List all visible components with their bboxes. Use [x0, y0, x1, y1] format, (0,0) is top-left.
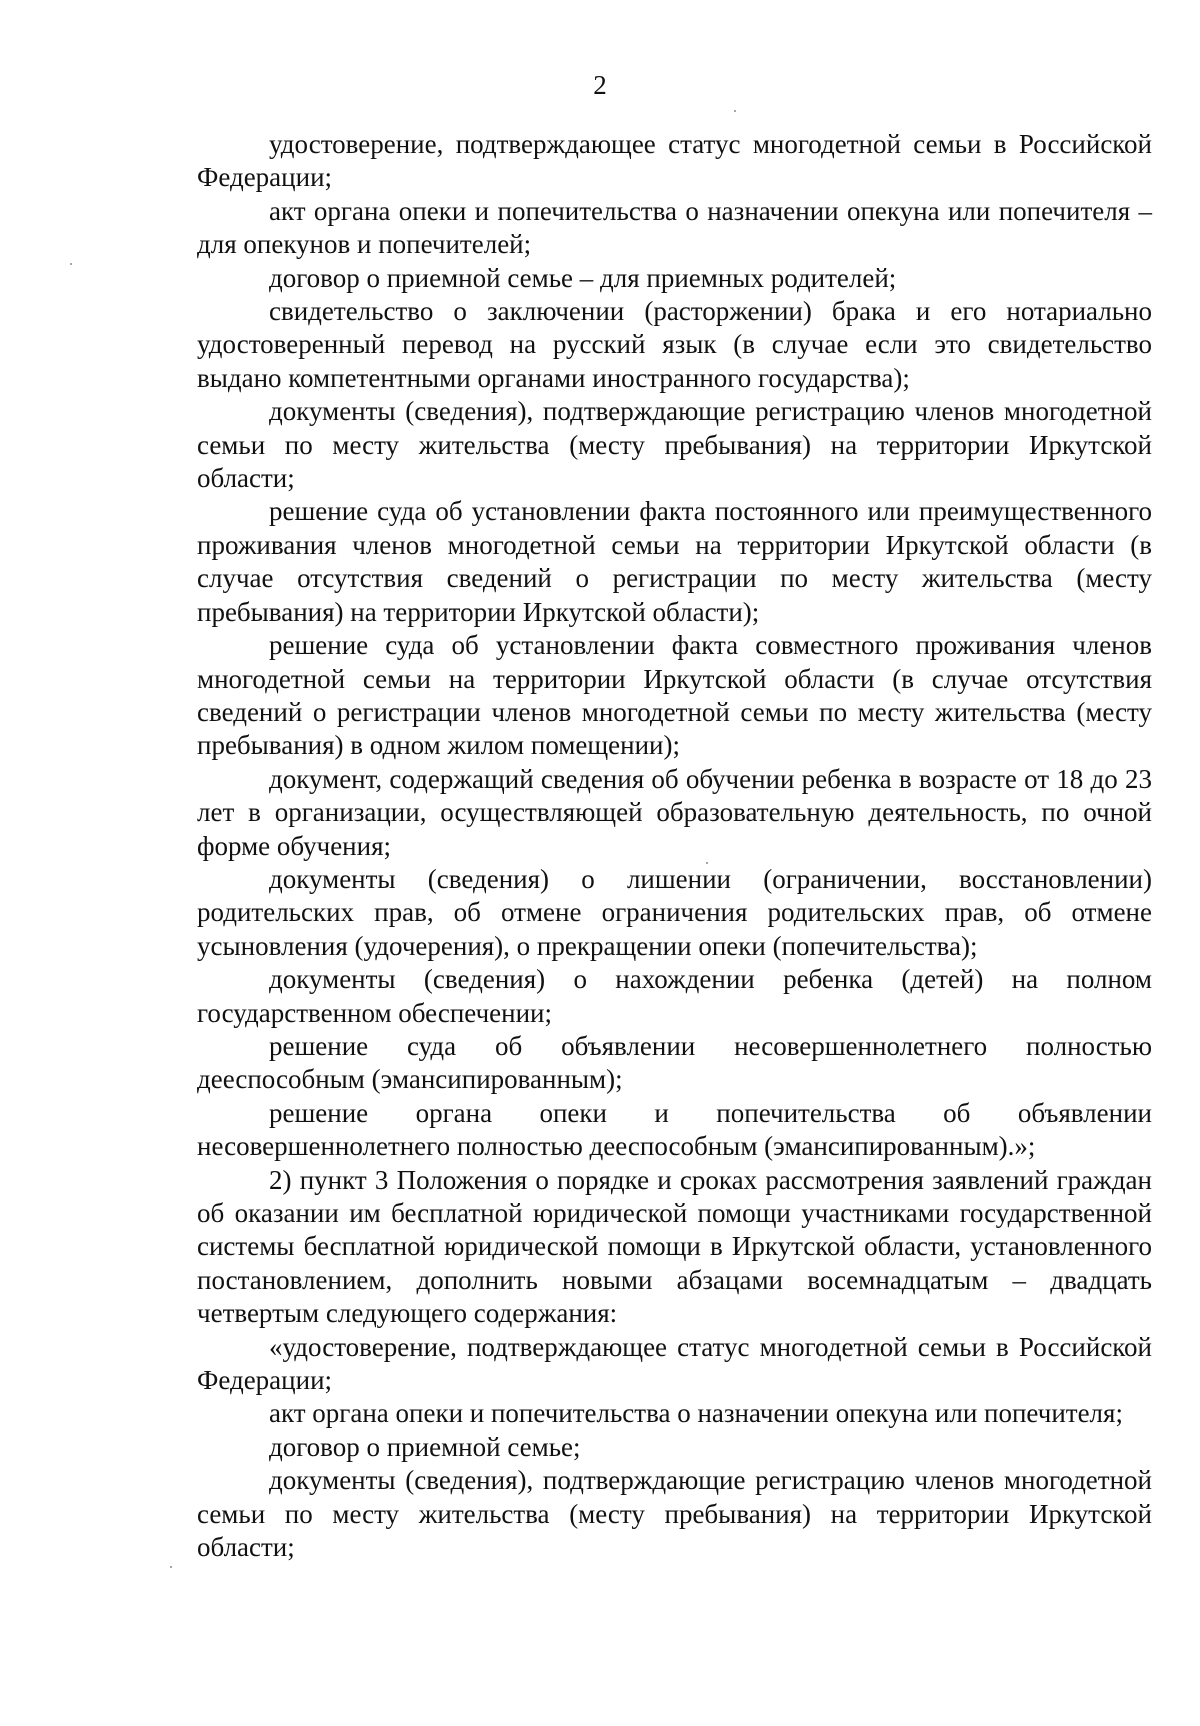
- paragraph: договор о приемной семье;: [269, 1431, 581, 1462]
- paragraph: документ, содержащий сведения об обучении ребенка в возрасте от 18 до 23 лет в организации, осуществляющей образовательную деятельность, по очной форме обучения;: [197, 763, 1152, 861]
- scan-speck: [734, 110, 736, 112]
- scan-speck: [70, 263, 72, 265]
- paragraph: решение суда об установлении факта совместного проживания членов многодетной семьи на территории Иркутской области (в случае отсутствия сведений о регистрации членов многодетной семьи по месту жительства (месту пребывания) в одном жилом помещении);: [197, 630, 1152, 761]
- scan-speck: [170, 1566, 172, 1568]
- paragraph: свидетельство о заключении (расторжении) брака и его нотариально удостоверенный перевод на русский язык (в случае если это свидетельство выдано компетентными органами иностранного государства);: [197, 296, 1152, 393]
- paragraph: документы (сведения) о лишении (ограничении, восстановлении) родительских прав, об отмене ограничения родительских прав, об отмене усыновления (удочерения), о прекращении опеки (попечительства);: [197, 863, 1152, 961]
- scan-speck: [706, 862, 708, 864]
- paragraph: решение суда об установлении факта постоянного или преимущественного проживания членов многодетной семьи на территории Иркутской области (в случае отсутствия сведений о регистрации по месту жительства (месту пребывания) на территории Иркутской области);: [197, 496, 1152, 627]
- document-body: [197, 128, 1152, 1564]
- paragraph: документы (сведения), подтверждающие регистрацию членов многодетной семьи по месту жительства (месту пребывания) на территории Иркутской области;: [197, 1465, 1152, 1563]
- paragraph: договор о приемной семье – для приемных родителей;: [269, 262, 897, 293]
- page-number: 2: [593, 70, 607, 100]
- paragraph: акт органа опеки и попечительства о назначении опекуна или попечителя;: [269, 1398, 1123, 1429]
- paragraph: решение суда об объявлении несовершеннолетнего полностью дееспособным (эмансипированным);: [197, 1030, 1152, 1095]
- paragraph: удостоверение, подтверждающее статус многодетной семьи в Российской Федерации;: [197, 129, 1152, 193]
- paragraph: документы (сведения), подтверждающие регистрацию членов многодетной семьи по месту жительства (месту пребывания) на территории Иркутской области;: [197, 396, 1152, 494]
- paragraph: документы (сведения) о нахождении ребенка (детей) на полном государственном обеспечении;: [197, 964, 1152, 1028]
- paragraph: акт органа опеки и попечительства о назначении опекуна или попечителя – для опекунов и попечителей;: [197, 195, 1152, 260]
- paragraph: 2) пункт 3 Положения о порядке и сроках рассмотрения заявлений граждан об оказании им бесплатной юридической помощи участниками государственной системы бесплатной юридической помощи в Иркутской области, установленного постановлением, дополнить новыми абзацами восемнадцатым – двадцать четвертым следующего содержания:: [197, 1164, 1152, 1329]
- paragraph: решение органа опеки и попечительства об объявлении несовершеннолетнего полностью дееспособным (эмансипированным).»;: [197, 1097, 1152, 1162]
- paragraph: «удостоверение, подтверждающее статус многодетной семьи в Российской Федерации;: [197, 1331, 1152, 1396]
